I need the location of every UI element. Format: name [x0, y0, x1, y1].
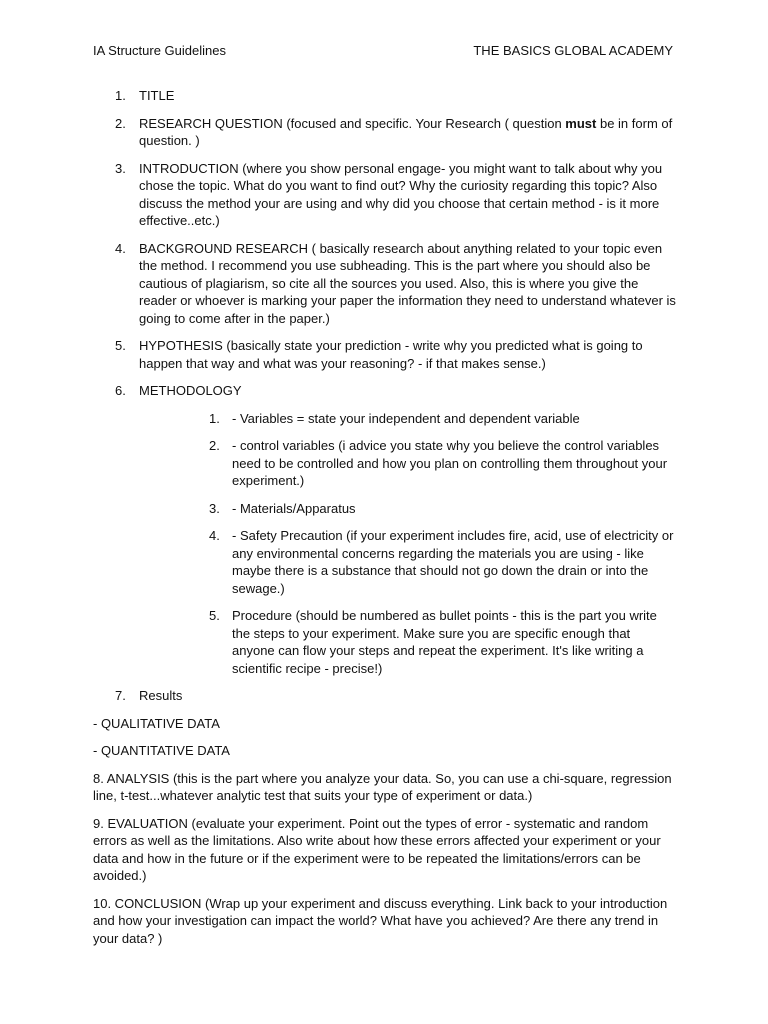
paragraph-qualitative-data: - QUALITATIVE DATA [93, 715, 220, 731]
list-number: 4. [115, 240, 126, 256]
list-item-results [93, 687, 676, 705]
header-organization: THE BASICS GLOBAL ACADEMY [473, 43, 673, 58]
list-item-research-question [93, 115, 676, 150]
paragraph-evaluation: 9. EVALUATION (evaluate your experiment. Point out the types of error - systematic and random errors as well as the limitations. Also write about how these errors affected your experiment or your data and how in the future or if the experiment were to be repeated the limitations/errors can be avoided.) [93, 815, 661, 883]
list-number: 3. [209, 500, 220, 516]
list-item-introduction [93, 160, 676, 230]
list-item-background-research [93, 240, 676, 328]
emphasis-text: must [565, 115, 597, 131]
list-item-text: - Safety Precaution (if your experiment includes fire, acid, use of electricity or any environmental concerns regarding the materials you are using - like maybe there is a substance that should not go down the drain or into the sewage.) [232, 528, 674, 596]
list-item-text: RESEARCH QUESTION (focused and specific. Your Research ( question [139, 115, 566, 131]
sublist-item-control-variables [139, 437, 676, 490]
sublist-item-safety-precaution [139, 527, 676, 597]
list-number: 2. [209, 438, 220, 453]
list-number: 5. [209, 608, 220, 623]
list-item-text: - Variables = state your independent and dependent variable [232, 410, 580, 426]
paragraph-quantitative-data: - QUANTITATIVE DATA [93, 743, 230, 758]
list-item-text: BACKGROUND RESEARCH ( basically research about anything related to your topic even the method. I recommend you use subheading. This is the part where you should also be cautious of plagiarism, so cite all the sources you used. Also, this is where you give the reader or whoever is marking your paper the information they need to understand whatever is going to come after in the paper.) [139, 240, 676, 326]
list-item-text: TITLE [139, 88, 175, 103]
header-title: IA Structure Guidelines [93, 43, 226, 58]
sublist-item-materials [139, 500, 676, 518]
paragraph-analysis: 8. ANALYSIS (this is the part where you analyze your data. So, you can use a chi-square, regression line, t-test...whatever analytic test that suits your type of experiment or data.) [93, 770, 672, 803]
list-item-text: METHODOLOGY [139, 383, 242, 398]
list-number: 4. [209, 528, 220, 543]
document-body [93, 87, 676, 957]
page-header [93, 42, 673, 60]
list-item-text: - control variables (i advice you state why you believe the control variables need to be controlled and how you plan on controlling them throughout your experiment.) [232, 438, 668, 488]
list-item-text: HYPOTHESIS (basically state your prediction - write why you predicted what is going to happen that way and what was your reasoning? - if that makes sense.) [139, 338, 643, 371]
methodology-sublist [139, 410, 676, 678]
main-list [93, 87, 676, 705]
list-number: 7. [115, 688, 126, 703]
sublist-item-variables [139, 410, 676, 428]
list-item-hypothesis [93, 337, 676, 372]
list-number: 1. [115, 88, 126, 103]
list-item-text: be in form of question. ) [139, 115, 673, 148]
list-number: 3. [115, 160, 126, 176]
list-number: 2. [115, 115, 126, 131]
sublist-item-procedure [139, 607, 676, 677]
paragraph-conclusion: 10. CONCLUSION (Wrap up your experiment and discuss everything. Link back to your introduction and how your investigation can impact the world? What have you achieved? Are there any trend in your data? ) [93, 895, 668, 946]
list-item-title [93, 87, 676, 105]
list-item-methodology [93, 382, 676, 677]
list-number: 5. [115, 338, 126, 353]
list-item-text: INTRODUCTION (where you show personal engage- you might want to talk about why you chose the topic. What do you want to find out? Why the curiosity regarding this topic? Also discuss the method your are using and why did you choose that certain method - is it more effective..etc.) [139, 160, 663, 228]
list-item-text: - Materials/Apparatus [232, 500, 356, 516]
list-item-text: Procedure (should be numbered as bullet points - this is the part you write the steps to your experiment. Make sure you are specific enough that anyone can flow your steps and repeat the experiment. It's like writing a scientific recipe - precise!) [232, 608, 657, 676]
list-item-text: Results [139, 688, 183, 703]
list-number: 1. [209, 410, 220, 426]
list-number: 6. [115, 383, 126, 398]
